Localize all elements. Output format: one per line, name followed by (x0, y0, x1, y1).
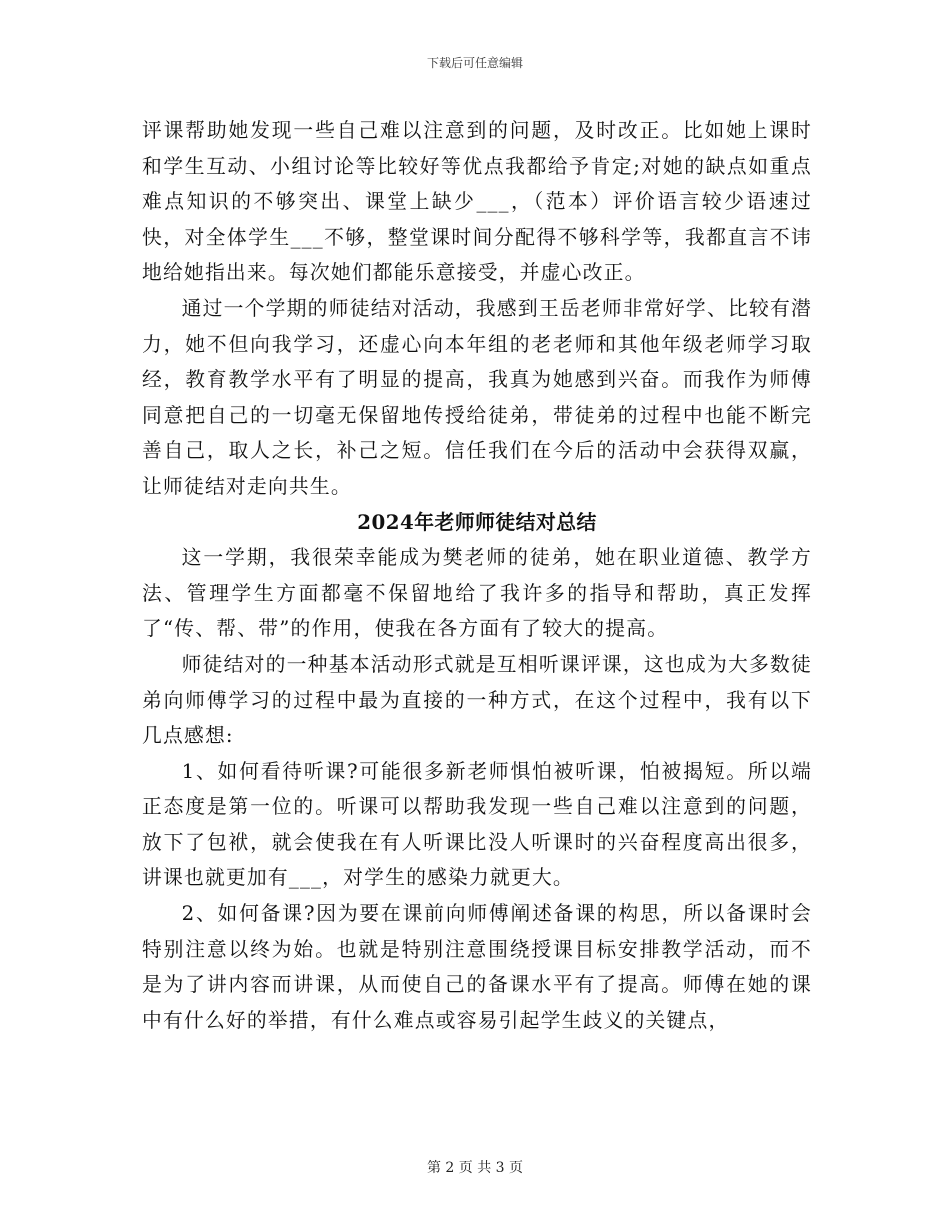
paragraph-2: 通过一个学期的师徒结对活动，我感到王岳老师非常好学、比较有潜力，她不但向我学习，还虚心向本年组的老老师和其他年级老师学习取经，教育教学水平有了明显的提高，我真为她感到兴奋。而我作为师傅同意把自己的一切毫无保留地传授给徒弟，带徒弟的过程中也能不断完善自己，取人之长，补己之短。信任我们在今后的活动中会获得双赢，让师徒结对走向共生。 (142, 296, 812, 498)
document-body (142, 113, 812, 1038)
page-footer: 第 2 页 共 3 页 (426, 1160, 524, 1176)
paragraph-3: 这一学期，我很荣幸能成为樊老师的徒弟，她在职业道德、教学方法、管理学生方面都毫不保留地给了我许多的指导和帮助，真正发挥了“传、帮、带”的作用，使我在各方面有了较大的提高。 (142, 546, 812, 641)
section-title: 2024年老师师徒结对总结 (357, 509, 597, 534)
paragraph-6: 2、如何备课?因为要在课前向师傅阐述备课的构思，所以备课时会特别注意以终为始。也就是特别注意围绕授课目标安排教学活动，而不是为了讲内容而讲课，从而使自己的备课水平有了提高。师傅在她的课中有什么好的举措，有什么难点或容易引起学生歧义的关键点， (142, 902, 812, 1032)
paragraph-1: 评课帮助她发现一些自己难以注意到的问题，及时改正。比如她上课时和学生互动、小组讨论等比较好等优点我都给予肯定;对她的缺点如重点难点知识的不够突出、课堂上缺少___，（范本）评价语言较少语速过快，对全体学生___不够，整堂课时间分配得不够科学等，我都直言不讳地给她指出来。每次她们都能乐意接受，并虚心改正。 (142, 119, 812, 285)
page-header: 下载后可任意编辑 (426, 56, 523, 70)
paragraph-4: 师徒结对的一种基本活动形式就是互相听课评课，这也成为大多数徒弟向师傅学习的过程中最为直接的一种方式，在这个过程中，我有以下几点感想: (142, 652, 812, 748)
paragraph-5: 1、如何看待听课?可能很多新老师惧怕被听课，怕被揭短。所以端正态度是第一位的。听课可以帮助我发现一些自己难以注意到的问题，放下了包袱，就会使我在有人听课比没人听课时的兴奋程度高出很多，讲课也就更加有___，对学生的感染力就更大。 (142, 759, 812, 890)
